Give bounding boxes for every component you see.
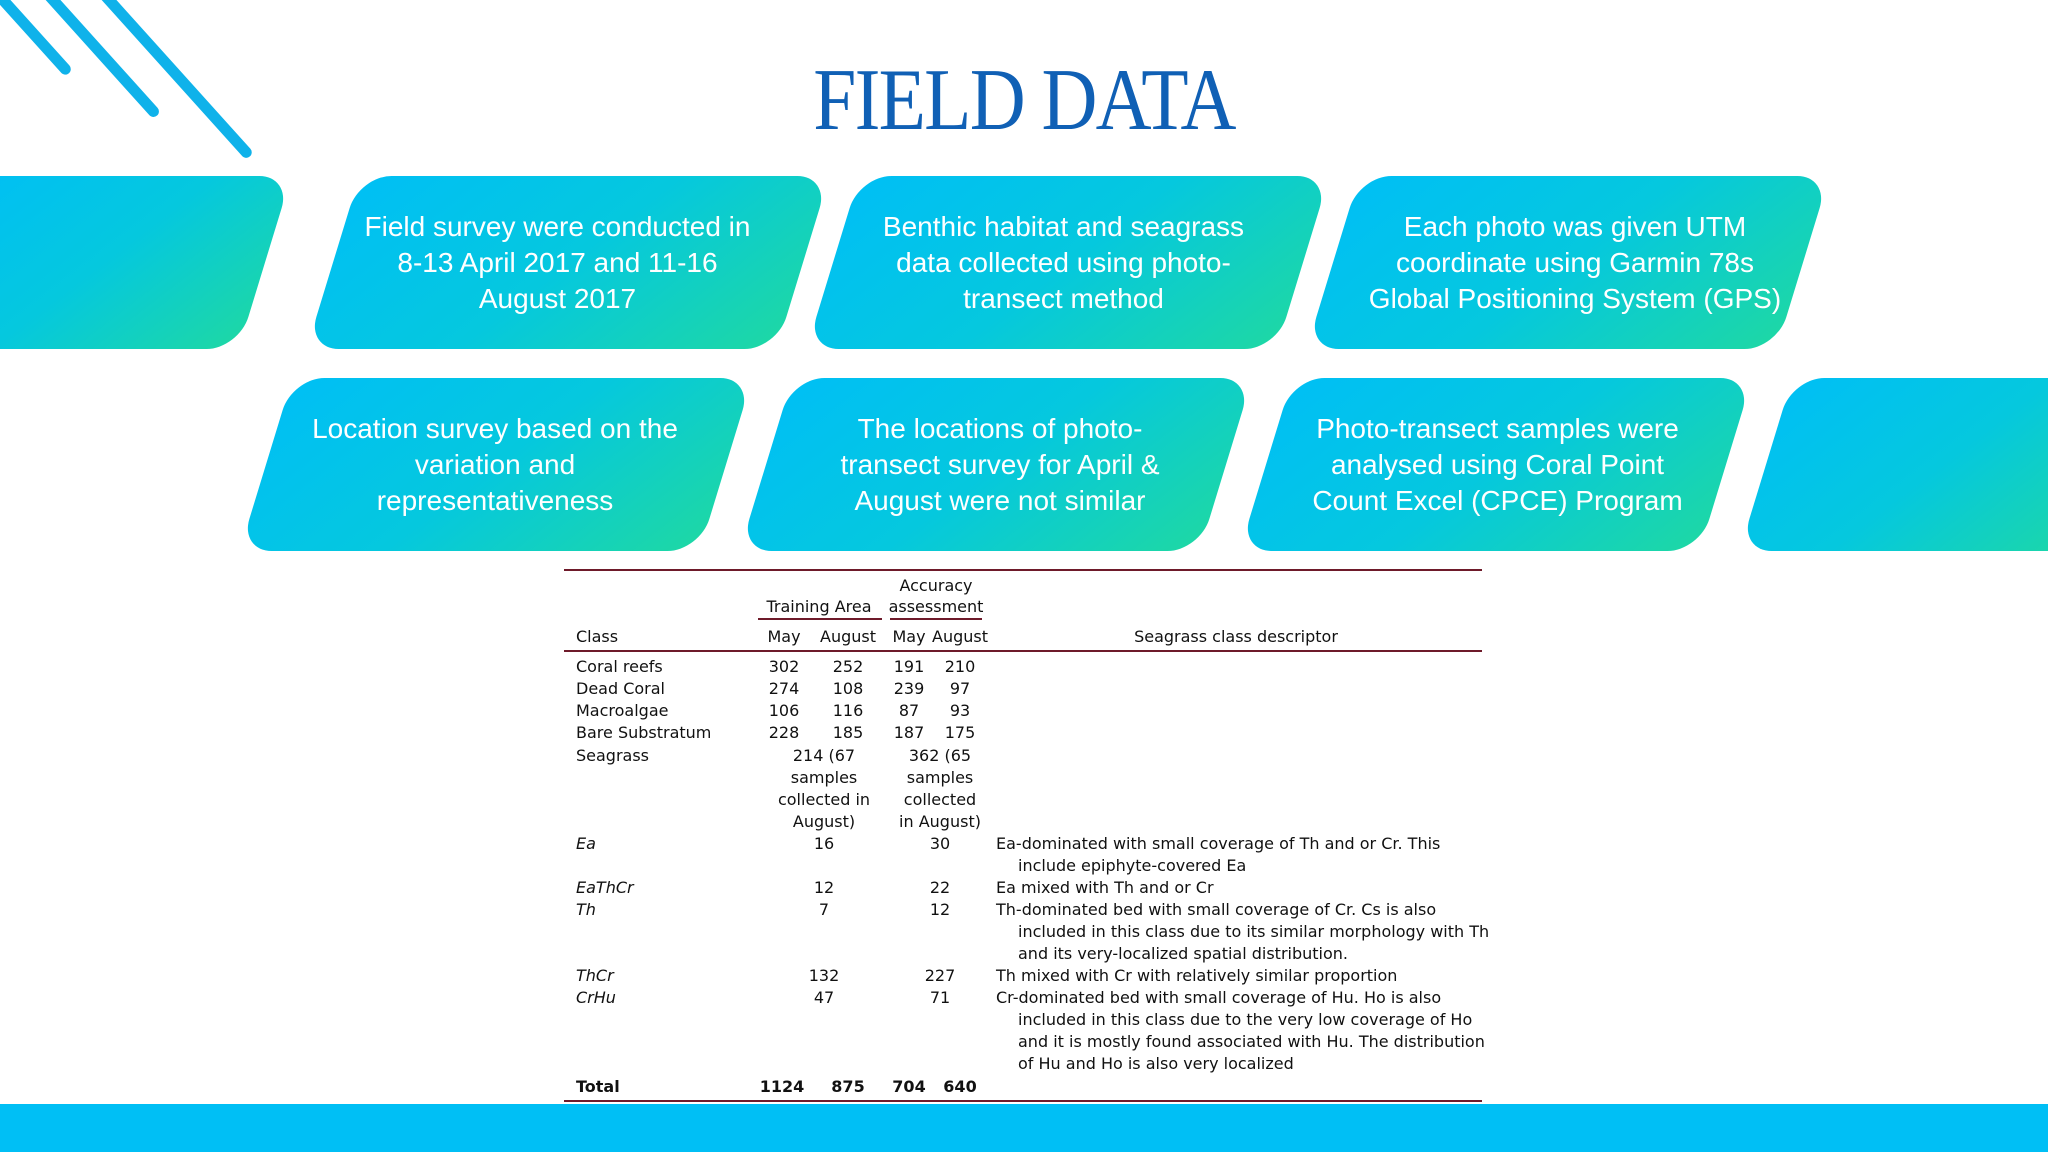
table-cell: samples — [790, 768, 858, 787]
header-may: May — [767, 627, 801, 646]
table-total-cell: 640 — [943, 1077, 977, 1096]
table-cell: Ea mixed with Th and or Cr — [996, 878, 1214, 897]
table-bottom-rule — [564, 1100, 1482, 1102]
accuracy-rule — [890, 618, 982, 620]
table-total-label: Total — [576, 1077, 620, 1096]
header-accuracy-2: assessment — [888, 597, 984, 616]
table-cell: 302 — [768, 657, 800, 676]
table-cell: and its very-localized spatial distribution. — [1018, 944, 1349, 963]
table-cell: include epiphyte-covered Ea — [1018, 856, 1247, 875]
table-cell: Macroalgae — [576, 701, 669, 720]
table-cell: 116 — [832, 701, 864, 720]
table-cell: collected — [903, 790, 977, 809]
table-cell: samples — [906, 768, 974, 787]
table-total-cell: 875 — [831, 1077, 865, 1096]
table-top-rule — [564, 569, 1482, 571]
header-august: August — [932, 627, 988, 646]
table-cell: 239 — [893, 679, 925, 698]
table-cell: of Hu and Ho is also very localized — [1018, 1054, 1294, 1073]
table-cell: Ea — [576, 834, 596, 853]
table-cell: 106 — [768, 701, 800, 720]
table-cell: 252 — [832, 657, 864, 676]
header-rule — [564, 650, 1482, 652]
table-cell: 175 — [944, 723, 976, 742]
info-card-text: Location survey based on the variation and representativeness — [312, 412, 678, 516]
table-cell: collected in — [777, 790, 871, 809]
info-card-text: Field survey were conducted in 8-13 April 2017 and 11-16 August 2017 — [364, 210, 751, 314]
banner-shape-left — [0, 176, 291, 349]
table-cell: 93 — [949, 701, 971, 720]
table-cell: 274 — [768, 679, 800, 698]
table-cell: 12 — [813, 878, 835, 897]
table-cell: 16 — [813, 834, 835, 853]
table-cell: 191 — [893, 657, 925, 676]
table-cell: Dead Coral — [576, 679, 665, 698]
table-cell: 362 (65 — [908, 746, 972, 765]
table-cell: 22 — [929, 878, 951, 897]
header-training: Training Area — [766, 597, 872, 616]
table-cell: CrHu — [576, 988, 616, 1007]
header-august: August — [820, 627, 876, 646]
table-cell: 71 — [929, 988, 951, 1007]
table-cell: included in this class due to the very low coverage of Ho — [1018, 1010, 1473, 1029]
table-cell: 210 — [944, 657, 976, 676]
table-cell: Bare Substratum — [576, 723, 712, 742]
table-cell: 12 — [929, 900, 951, 919]
banner-shape-right — [1740, 378, 2048, 551]
data-table — [556, 562, 1490, 1108]
table-total-cell: 1124 — [759, 1077, 805, 1096]
table-cell: in August) — [899, 812, 981, 831]
header-may: May — [892, 627, 926, 646]
table-cell: 7 — [818, 900, 830, 919]
info-card-text: Photo-transect samples were analysed using Coral Point Count Excel (CPCE) Program — [1312, 412, 1683, 516]
table-cell: 185 — [832, 723, 864, 742]
table-cell: Seagrass — [576, 746, 650, 765]
table-cell: 47 — [813, 988, 835, 1007]
table-cell: 187 — [893, 723, 925, 742]
training-rule — [758, 618, 882, 620]
page-title: FIELD DATA — [813, 52, 1235, 149]
table-cell: August) — [792, 812, 856, 831]
header-accuracy: Accuracy — [899, 576, 973, 595]
info-card-text: Benthic habitat and seagrass data collected using photo-transect method — [882, 210, 1245, 314]
info-card-text: Each photo was given UTM coordinate using Garmin 78s Global Positioning System (GPS) — [1368, 210, 1782, 314]
table-cell: included in this class due to its similar morphology with Th — [1018, 922, 1490, 941]
info-card-text: The locations of photo-transect survey for April & August were not similar — [840, 412, 1160, 516]
header-descriptor: Seagrass class descriptor — [1134, 627, 1338, 646]
table-cell: Coral reefs — [576, 657, 663, 676]
table-total-cell: 704 — [892, 1077, 926, 1096]
table-cell: 108 — [832, 679, 864, 698]
table-cell: Th mixed with Cr with relatively similar proportion — [996, 966, 1398, 985]
table-cell: 97 — [949, 679, 971, 698]
table-cell: 228 — [768, 723, 800, 742]
table-cell: Cr-dominated bed with small coverage of Hu. Ho is also — [996, 988, 1442, 1007]
table-cell: 227 — [924, 966, 956, 985]
table-cell: ThCr — [576, 966, 614, 985]
table-cell: 30 — [929, 834, 951, 853]
bottom-bar — [0, 1104, 2048, 1152]
header-class: Class — [576, 627, 619, 646]
table-cell: and it is mostly found associated with Hu. The distribution — [1018, 1032, 1485, 1051]
table-cell: 87 — [898, 701, 920, 720]
table-cell: Th — [576, 900, 596, 919]
table-cell: EaThCr — [576, 878, 634, 897]
table-cell: Ea-dominated with small coverage of Th and or Cr. This — [996, 834, 1441, 853]
table-cell: 214 (67 — [792, 746, 856, 765]
table-cell: Th-dominated bed with small coverage of Cr. Cs is also — [996, 900, 1437, 919]
table-cell: 132 — [808, 966, 840, 985]
